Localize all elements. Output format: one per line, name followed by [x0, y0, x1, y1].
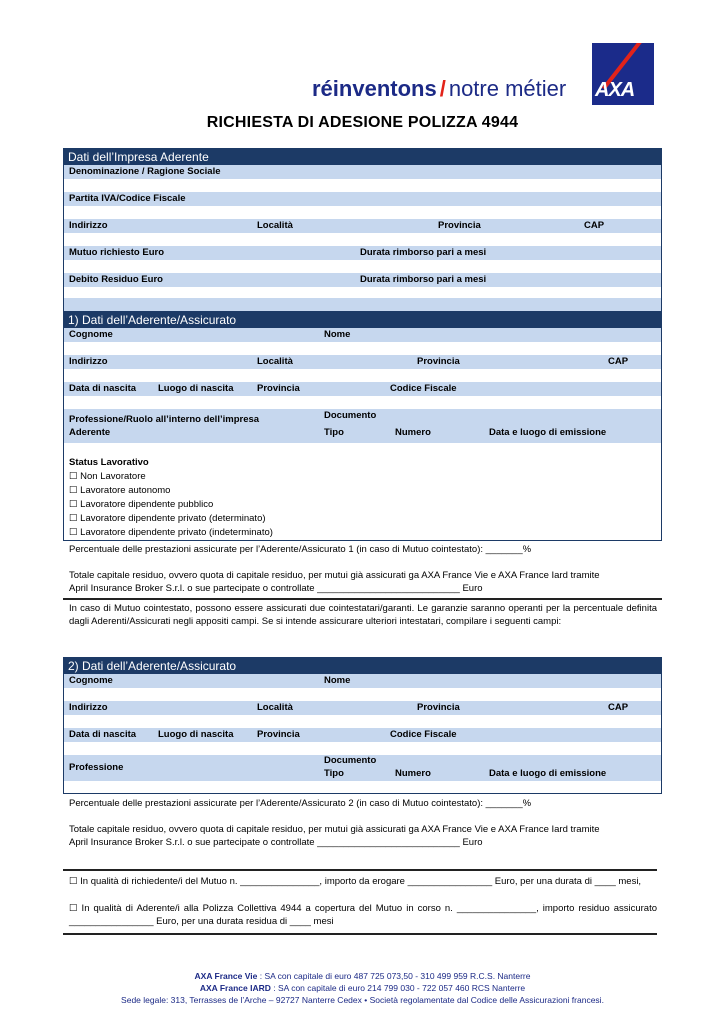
status-title: Status Lavorativo: [69, 457, 149, 468]
row-band: [64, 674, 661, 688]
checkbox-icon: ☐: [69, 513, 81, 524]
label-denominazione: Denominazione / Ragione Sociale: [69, 166, 221, 177]
slogan-bold: réinventons: [312, 76, 437, 101]
option-richiedente[interactable]: ☐ In qualità di richiedente/i del Mutuo n. _______________, importo da erogare ________________ Euro, per una durata di ____ mesi,: [69, 876, 642, 887]
section-aderente-2: [63, 657, 662, 794]
capitale-residuo-2: Totale capitale residuo, ovvero quota di capitale residuo, per mutui già assicurati ga AXA France Vie e AXA France Iard tramite April Insurance Broker S.r.l. o sue partecipate o controllate ___________________________ Euro: [69, 824, 600, 848]
status-option[interactable]: ☐ Lavoratore dipendente privato (determinato): [69, 513, 266, 524]
label-luogo-nascita: Luogo di nascita: [158, 383, 234, 394]
label-indirizzo: Indirizzo: [69, 356, 108, 367]
row-band: [64, 328, 661, 342]
footer-line-3: Sede legale: 313, Terrasses de l’Arche – 92727 Nanterre Cedex • Società regolamentate dal Codice delle Assicurazioni francesi.: [121, 995, 604, 1005]
label-cognome: Cognome: [69, 675, 113, 686]
label-data-luogo: Data e luogo di emissione: [489, 427, 607, 438]
label-localita: Località: [257, 702, 293, 713]
section-impresa: [63, 148, 662, 311]
checkbox-icon: ☐: [69, 471, 81, 482]
label-provincia: Provincia: [257, 383, 300, 394]
checkbox-icon: ☐: [69, 485, 81, 496]
label-luogo-nascita: Luogo di nascita: [158, 729, 234, 740]
row-band: [64, 728, 661, 742]
label-nome: Nome: [324, 675, 351, 686]
status-option[interactable]: ☐ Non Lavoratore: [69, 471, 146, 482]
label-cap: CAP: [584, 220, 605, 231]
label-professione: Professione: [69, 762, 124, 773]
divider: [63, 598, 662, 600]
label-durata: Durata rimborso pari a mesi: [360, 247, 487, 258]
status-option[interactable]: ☐ Lavoratore autonomo: [69, 485, 171, 496]
axa-logo: [592, 43, 654, 105]
status-option[interactable]: ☐ Lavoratore dipendente pubblico: [69, 499, 214, 510]
row-band: [64, 298, 661, 312]
label-debito: Debito Residuo Euro: [69, 274, 163, 285]
capitale-residuo-1: Totale capitale residuo, ovvero quota di capitale residuo, per mutui già assicurati ga AXA France Vie e AXA France Iard tramite April Insurance Broker S.r.l. o sue partecipate o controllate ___________________________ Euro: [69, 570, 600, 594]
section-aderente-1-header: 1) Dati dell’Aderente/Assicurato: [64, 312, 661, 328]
label-tipo: Tipo: [324, 427, 344, 438]
row-band: [64, 382, 661, 396]
cointestato-note: In caso di Mutuo cointestato, possono essere assicurati due cointestatari/garanti. Le garanzie saranno operanti per la percentuale definita dagli Aderenti/Assicurati negli appositi campi. Se si intende assicurare ulteriori intestatari, compilare i seguenti campi:: [69, 603, 657, 627]
row-band: [64, 219, 661, 233]
label-data-luogo: Data e luogo di emissione: [489, 768, 607, 779]
logo-text: AXA: [595, 79, 635, 101]
row-band: [64, 355, 661, 369]
label-provincia: Provincia: [417, 702, 460, 713]
section-aderente-2-header: 2) Dati dell’Aderente/Assicurato: [64, 658, 661, 674]
label-partita-iva: Partita IVA/Codice Fiscale: [69, 193, 186, 204]
checkbox-icon: ☐: [69, 527, 81, 538]
footer-line-1: AXA France Vie : SA con capitale di euro 487 725 073,50 - 310 499 959 R.C.S. Nanterre: [194, 971, 531, 981]
label-cap: CAP: [608, 702, 629, 713]
section-aderente-1: [63, 311, 662, 541]
label-numero: Numero: [395, 768, 431, 779]
label-codice-fiscale: Codice Fiscale: [390, 383, 457, 394]
percentuale-2: Percentuale delle prestazioni assicurate per l’Aderente/Assicurato 2 (in caso di Mutuo cointestato): _______%: [69, 798, 532, 809]
label-localita: Località: [257, 356, 293, 367]
label-indirizzo: Indirizzo: [69, 220, 108, 231]
label-data-nascita: Data di nascita: [69, 383, 137, 394]
footer-line-2: AXA France IARD : SA con capitale di euro 214 799 030 - 722 057 460 RCS Nanterre: [199, 983, 526, 993]
status-option[interactable]: ☐ Lavoratore dipendente privato (indeterminato): [69, 527, 273, 538]
divider: [63, 869, 657, 871]
section-impresa-header: Dati dell’Impresa Aderente: [64, 149, 661, 165]
row-band: [64, 701, 661, 715]
slogan-slash: /: [439, 76, 446, 101]
label-data-nascita: Data di nascita: [69, 729, 137, 740]
slogan-rest: notre métier: [448, 76, 567, 101]
label-provincia: Provincia: [438, 220, 481, 231]
label-documento: Documento: [324, 410, 377, 421]
label-nome: Nome: [324, 329, 351, 340]
divider: [63, 933, 657, 935]
label-indirizzo: Indirizzo: [69, 702, 108, 713]
label-localita: Località: [257, 220, 293, 231]
option-aderente[interactable]: ☐ In qualità di Aderente/i alla Polizza Collettiva 4944 a copertura del Mutuo in corso n. _______________, importo residuo assicurato ________________ Euro, per una durata residua di ____ mesi: [69, 903, 657, 927]
label-cognome: Cognome: [69, 329, 113, 340]
label-documento: Documento: [324, 755, 377, 766]
label-numero: Numero: [395, 427, 431, 438]
checkbox-icon: ☐: [69, 499, 81, 510]
label-provincia: Provincia: [417, 356, 460, 367]
slogan: [312, 76, 566, 102]
label-codice-fiscale: Codice Fiscale: [390, 729, 457, 740]
label-professione: Aderente: [69, 427, 111, 438]
label-cap: CAP: [608, 356, 629, 367]
label-professione: Professione/Ruolo all’interno dell’impresa: [69, 414, 260, 425]
label-durata: Durata rimborso pari a mesi: [360, 274, 487, 285]
percentuale-1: Percentuale delle prestazioni assicurate per l’Aderente/Assicurato 1 (in caso di Mutuo cointestato): _______%: [69, 544, 532, 555]
label-provincia: Provincia: [257, 729, 300, 740]
label-tipo: Tipo: [324, 768, 344, 779]
page-title: RICHIESTA DI ADESIONE POLIZZA 4944: [206, 114, 519, 131]
label-mutuo: Mutuo richiesto Euro: [69, 247, 164, 258]
